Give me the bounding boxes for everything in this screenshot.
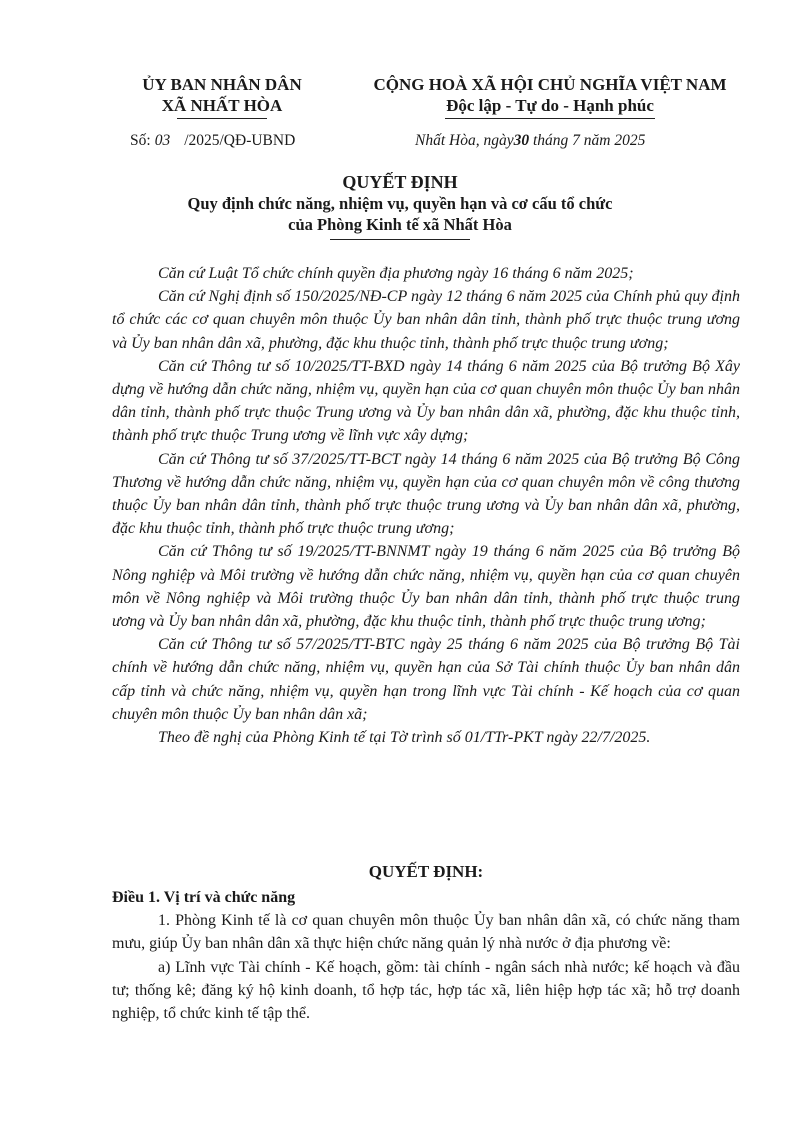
title-underline	[330, 239, 470, 240]
preamble-item: Căn cứ Thông tư số 57/2025/TT-BTC ngày 25 tháng 6 năm 2025 của Bộ trưởng Bộ Tài chính về hướng dẫn chức năng, nhiệm vụ, quyền hạn của Sở Tài chính thuộc Ủy ban nhân dân cấp tỉnh và chức năng, nhiệm vụ, quyền hạn trong lĩnh vực Tài chính - Kế hoạch của cơ quan chuyên môn thuộc Ủy ban nhân dân xã;	[112, 636, 740, 723]
handwritten-number: 03	[154, 132, 171, 149]
preamble-item: Căn cứ Nghị định số 150/2025/NĐ-CP ngày 12 tháng 6 năm 2025 của Chính phủ quy định tổ chức các cơ quan chuyên môn thuộc Ủy ban nhân dân tỉnh, thành phố trực thuộc trung ương và Ủy ban nhân dân xã, phường, đặc khu thuộc tỉnh, thành phố trực thuộc trung ương;	[112, 288, 740, 352]
authority-underline	[177, 118, 267, 119]
number-suffix: /2025/QĐ-UBND	[184, 132, 296, 149]
nation-name: CỘNG HOÀ XÃ HỘI CHỦ NGHĨA VIỆT NAM	[373, 75, 727, 94]
authority-line-1: ỦY BAN NHÂN DÂN	[142, 75, 302, 94]
document-title	[60, 172, 740, 240]
document-number	[130, 132, 295, 150]
authority-line-2: XÃ NHẤT HÒA	[161, 96, 283, 115]
title-sub-2: của Phòng Kinh tế xã Nhất Hòa	[288, 215, 512, 234]
preamble-item: Căn cứ Luật Tổ chức chính quyền địa phương ngày 16 tháng 6 năm 2025;	[158, 265, 634, 282]
article-1	[112, 886, 740, 1025]
preamble-item: Căn cứ Thông tư số 10/2025/TT-BXD ngày 14 tháng 6 năm 2025 của Bộ trưởng Bộ Xây dựng về hướng dẫn chức năng, nhiệm vụ, quyền hạn của cơ quan chuyên môn thuộc Ủy ban nhân dân tỉnh, thành phố trực thuộc Trung ương và Ủy ban nhân dân xã, phường, đặc khu thuộc tỉnh, thành phố trực thuộc Trung ương về lĩnh vực xây dựng;	[112, 357, 740, 445]
decision-heading: QUYẾT ĐỊNH:	[368, 862, 484, 881]
date-suffix: tháng 7 năm 2025	[532, 132, 646, 149]
preamble	[112, 262, 740, 749]
preamble-item: Căn cứ Thông tư số 37/2025/TT-BCT ngày 14 tháng 6 năm 2025 của Bộ trưởng Bộ Công Thương về hướng dẫn chức năng, nhiệm vụ, quyền hạn của cơ quan chuyên môn về công thương thuộc Ủy ban nhân dân tỉnh, thành phố trực thuộc trung ương và Ủy ban nhân dân xã, phường, đặc khu thuộc tỉnh, thành phố trực thuộc trung ương;	[112, 450, 740, 538]
motto-underline	[445, 118, 655, 119]
title-main: QUYẾT ĐỊNH	[342, 172, 458, 192]
date-prefix: Nhất Hòa, ngày	[415, 132, 514, 149]
preamble-item: Theo đề nghị của Phòng Kinh tế tại Tờ trình số 01/TTr-PKT ngày 22/7/2025.	[158, 729, 651, 747]
national-motto	[355, 74, 745, 119]
article-1-paragraph: 1. Phòng Kinh tế là cơ quan chuyên môn thuộc Ủy ban nhân dân xã, có chức năng tham mưu, giúp Ủy ban nhân dân xã thực hiện chức năng quản lý nhà nước ở địa phương về:	[112, 912, 740, 953]
article-1-paragraph: a) Lĩnh vực Tài chính - Kế hoạch, gồm: tài chính - ngân sách nhà nước; kế hoạch và đầu tư; thống kê; đăng ký hộ kinh doanh, tổ hợp tác, hợp tác xã, liên hiệp hợp tác xã; hỗ trợ doanh nghiệp, tổ chức kinh tế tập thể.	[112, 958, 740, 1023]
date-day: 30	[513, 132, 530, 149]
issuing-authority	[112, 74, 332, 119]
preamble-item: Căn cứ Thông tư số 19/2025/TT-BNNMT ngày 19 tháng 6 năm 2025 của Bộ trưởng Bộ Nông nghiệp và Môi trường về hướng dẫn chức năng, nhiệm vụ, quyền hạn của cơ quan chuyên môn về Nông nghiệp và Môi trường thuộc Ủy ban nhân dân tỉnh, thành phố trực thuộc trung ương và Ủy ban nhân dân xã, phường, đặc khu thuộc tỉnh, thành phố trực thuộc trung ương;	[112, 543, 740, 631]
motto: Độc lập - Tự do - Hạnh phúc	[446, 96, 654, 115]
title-sub-1: Quy định chức năng, nhiệm vụ, quyền hạn và cơ cấu tổ chức	[187, 194, 613, 213]
number-label: Số:	[130, 132, 151, 149]
issue-date	[415, 132, 645, 150]
article-1-heading: Điều 1. Vị trí và chức năng	[112, 889, 296, 906]
